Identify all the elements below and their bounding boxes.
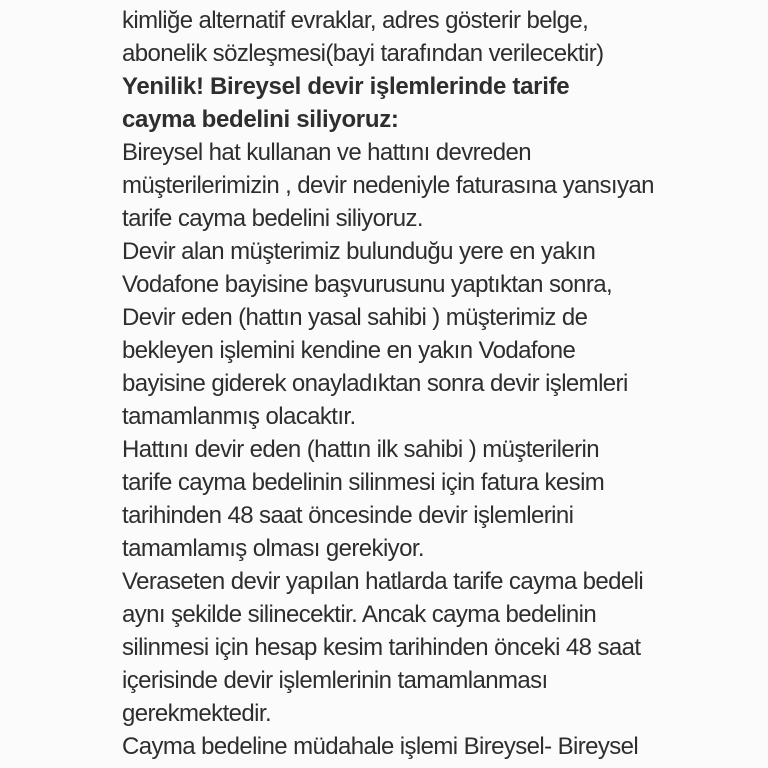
text-line: abonelik sözleşmesi(bayi tarafından verilecektir) xyxy=(122,40,604,67)
text-line: tamamlanmış olacaktır. xyxy=(122,403,356,430)
text-line: Yenilik! Bireysel devir işlemlerinde tarife xyxy=(122,73,570,100)
document-text xyxy=(122,0,762,763)
text-line: müşterilerimizin , devir nedeniyle faturasına yansıyan xyxy=(122,172,654,199)
text-line: tamamlamış olması gerekiyor. xyxy=(122,535,424,562)
text-paragraph xyxy=(122,235,762,433)
text-line: tarife cayma bedelinin silinmesi için fatura kesim xyxy=(122,469,605,496)
text-line: Devir alan müşterimiz bulunduğu yere en yakın xyxy=(122,238,596,265)
text-line: cayma bedelini siliyoruz: xyxy=(122,106,399,133)
text-line: içerisinde devir işlemlerinin tamamlanması xyxy=(122,667,548,694)
text-line: Bireysel hat kullanan ve hattını devreden xyxy=(122,139,532,166)
text-paragraph xyxy=(122,565,762,730)
text-paragraph xyxy=(122,730,762,763)
text-line: kimliğe alternatif evraklar, adres gösterir belge, xyxy=(122,7,589,34)
text-line: silinmesi için hesap kesim tarihinden önceki 48 saat xyxy=(122,634,641,661)
text-line: Devir eden (hattın yasal sahibi ) müşterimiz de xyxy=(122,304,588,331)
text-line: Veraseten devir yapılan hatlarda tarife cayma bedeli xyxy=(122,568,644,595)
text-line: aynı şekilde silinecektir. Ancak cayma bedelinin xyxy=(122,601,597,628)
text-line: bekleyen işlemini kendine en yakın Vodafone xyxy=(122,337,576,364)
heading-paragraph xyxy=(122,70,762,136)
text-line: tarife cayma bedelini siliyoruz. xyxy=(122,205,423,232)
text-paragraph xyxy=(122,0,762,70)
text-line: Hattını devir eden (hattın ilk sahibi ) müşterilerin xyxy=(122,436,600,463)
text-line: gerekmektedir. xyxy=(122,700,272,727)
text-line: Vodafone bayisine başvurusunu yaptıktan sonra, xyxy=(122,271,613,298)
text-paragraph xyxy=(122,136,762,235)
text-line: tarihinden 48 saat öncesinde devir işlemlerini xyxy=(122,502,574,529)
text-paragraph xyxy=(122,433,762,565)
text-line: bayisine giderek onayladıktan sonra devir işlemleri xyxy=(122,370,628,397)
text-line: Cayma bedeline müdahale işlemi Bireysel- Bireysel xyxy=(122,733,639,760)
